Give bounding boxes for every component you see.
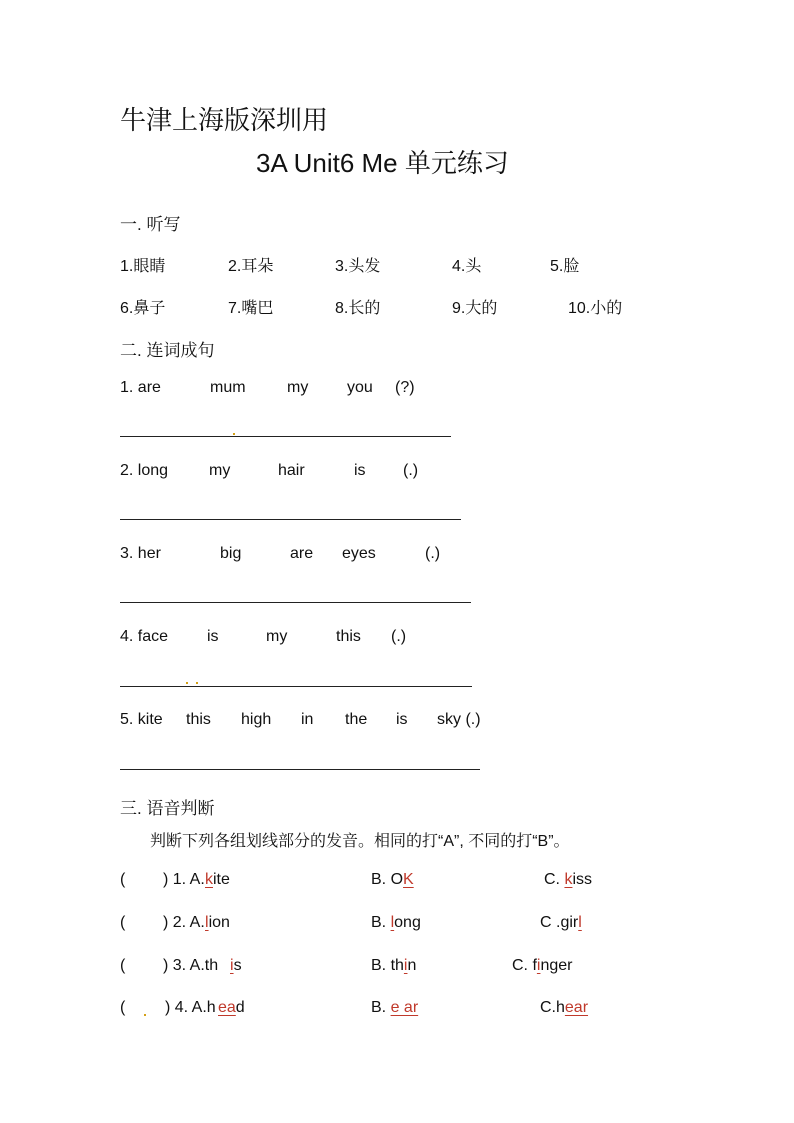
word: sky (.) xyxy=(437,711,481,728)
word: big xyxy=(220,545,242,562)
word: (.) xyxy=(403,462,419,479)
underlined-part: l xyxy=(205,914,209,931)
word: (.) xyxy=(391,628,407,645)
option-b: B. e ar xyxy=(371,999,419,1016)
section2-heading: 二. 连词成句 xyxy=(120,341,215,360)
underlined-part: ea xyxy=(218,999,236,1016)
underlined-part: k xyxy=(564,871,573,888)
item-number: ) 4. A.h xyxy=(165,999,216,1016)
word: 4. face xyxy=(120,628,169,645)
dictation-item: 9.大的 xyxy=(452,300,498,317)
section3-instruction: 判断下列各组划线部分的发音。相同的打“A”, 不同的打“B”。 xyxy=(150,833,570,850)
word: 2. long xyxy=(120,462,169,479)
answer-paren[interactable]: ( xyxy=(120,871,126,888)
underlined-part: l xyxy=(390,914,395,931)
option-b: B. long xyxy=(371,914,421,931)
underlined-part: i xyxy=(536,957,541,974)
dictation-item: 2.耳朵 xyxy=(228,258,274,275)
answer-paren[interactable]: ( xyxy=(120,999,126,1016)
word: 3. her xyxy=(120,545,161,562)
word: you xyxy=(347,379,373,396)
option-c: C.hear xyxy=(540,999,589,1016)
option-b: B. thin xyxy=(371,957,417,974)
word: my xyxy=(287,379,309,396)
word: 1. are xyxy=(120,379,161,396)
word: my xyxy=(209,462,231,479)
section3-heading: 三. 语音判断 xyxy=(120,799,215,818)
word: is xyxy=(396,711,408,728)
option-c: C. finger xyxy=(512,957,573,974)
dictation-item: 6.鼻子 xyxy=(120,300,166,317)
item-number: ) 1. A. xyxy=(163,871,205,888)
title-line-1: 牛津上海版深圳用 xyxy=(120,105,329,135)
option-a: ead xyxy=(218,999,245,1016)
dictation-item: 8.长的 xyxy=(335,300,381,317)
word: this xyxy=(186,711,211,728)
underlined-part: k xyxy=(205,871,213,888)
option-b: B. OK xyxy=(371,871,414,888)
word: this xyxy=(336,628,361,645)
title-line-2: 3A Unit6 Me 单元练习 xyxy=(256,148,509,178)
option-c: C. kiss xyxy=(544,871,593,888)
item-number: ) 3. A.th xyxy=(163,957,219,974)
underlined-part: K xyxy=(403,871,414,888)
answer-line[interactable] xyxy=(120,436,451,437)
answer-line[interactable] xyxy=(120,602,471,603)
word: (.) xyxy=(425,545,441,562)
dictation-item: 10.小的 xyxy=(568,300,623,317)
word: is xyxy=(207,628,219,645)
word: eyes xyxy=(342,545,376,562)
word: high xyxy=(241,711,272,728)
underlined-part: ear xyxy=(564,999,589,1016)
word: is xyxy=(354,462,366,479)
option-c: C .girl xyxy=(540,914,582,931)
word: in xyxy=(301,711,314,728)
word: my xyxy=(266,628,288,645)
answer-line[interactable] xyxy=(120,519,461,520)
word: hair xyxy=(278,462,305,479)
dictation-item: 4.头 xyxy=(452,258,482,275)
dictation-item: 7.嘴巴 xyxy=(228,300,274,317)
answer-line[interactable] xyxy=(120,769,480,770)
answer-paren[interactable]: ( xyxy=(120,914,126,931)
stray-mark xyxy=(233,433,235,435)
option-a: kite xyxy=(205,871,230,888)
item-number: ) 2. A. xyxy=(163,914,205,931)
stray-mark xyxy=(186,682,188,684)
answer-paren[interactable]: ( xyxy=(120,957,126,974)
underlined-part: l xyxy=(578,914,582,931)
underlined-part: e ar xyxy=(390,999,419,1016)
dictation-item: 5.脸 xyxy=(550,258,580,275)
word: are xyxy=(290,545,314,562)
word: mum xyxy=(210,379,246,396)
underlined-part: i xyxy=(403,957,408,974)
word: 5. kite xyxy=(120,711,163,728)
stray-mark xyxy=(196,682,198,684)
dictation-item: 3.头发 xyxy=(335,258,381,275)
stray-mark xyxy=(144,1014,146,1016)
option-a: lion xyxy=(205,914,230,931)
word: the xyxy=(345,711,368,728)
section1-heading: 一. 听写 xyxy=(120,215,181,234)
answer-line[interactable] xyxy=(120,686,472,687)
word: (?) xyxy=(395,379,415,396)
underlined-part: i xyxy=(230,957,234,974)
option-a: is xyxy=(230,957,242,974)
dictation-item: 1.眼睛 xyxy=(120,258,166,275)
